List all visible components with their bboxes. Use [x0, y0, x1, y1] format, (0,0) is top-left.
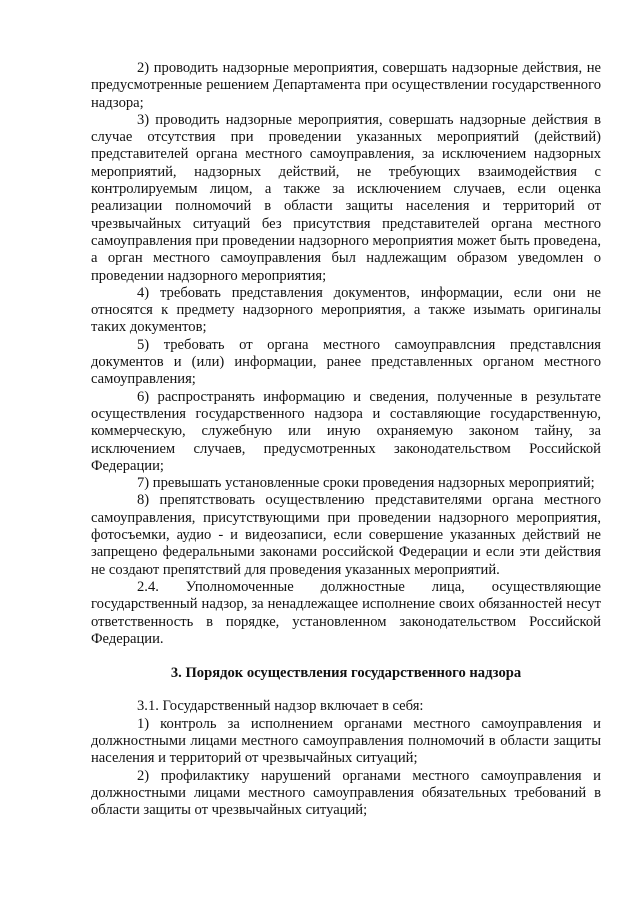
paragraph-item-5: 5) требовать от органа местного самоуправлсния представлсния документов и (или) информации, ранее представленных органом местного самоуправления;	[91, 336, 601, 388]
paragraph-item-7: 7) превышать установленные сроки проведения надзорных мероприятий;	[137, 475, 595, 492]
paragraph-item-6: 6) распространять информацию и сведения, полученные в результате осуществления государственного надзора и составляющие государственную, коммерческую, служебную или иную охраняемую законом тайну, за исключением случаев, предусмотренных законодательством Российской Федерации;	[91, 388, 601, 474]
paragraph-2-4: 2.4. Уполномоченные должностные лица, осуществляющие государственный надзор, за ненадлежащее исполнение своих обязанностей несут ответственность в порядке, установленном законодательством Российской Федерации.	[91, 578, 601, 647]
paragraph-3-1-item-1: 1) контроль за исполнением органами местного самоуправления и должностными лицами местного самоуправления полномочий в области защиты населения и территорий от чрезвычайных ситуаций;	[91, 715, 601, 767]
paragraph-item-8: 8) препятствовать осуществлению представителями органа местного самоуправления, присутствующими при проведении надзорного мероприятия, фотосъемки, аудио - и видеозаписи, если совершение указанных действий не запрещено федеральными законами российской Федерации и если эти действия не создают препятствий для проведения указанных мероприятий.	[91, 492, 601, 578]
section-heading: 3. Порядок осуществления государственного надзора	[170, 665, 522, 682]
paragraph-3-1: 3.1. Государственный надзор включает в себя:	[137, 698, 424, 715]
paragraph-item-2: 2) проводить надзорные мероприятия, совершать надзорные действия, не предусмотренные решением Департамента при осуществлении государственного надзора;	[91, 60, 601, 111]
paragraph-item-4: 4) требовать представления документов, информации, если они не относятся к предмету надзорного мероприятия, а также изымать оригиналы таких документов;	[91, 284, 601, 336]
document-page	[91, 60, 601, 819]
paragraph-item-3: 3) проводить надзорные мероприятия, совершать надзорные действия в случае отсутствия при проведении указанных мероприятий (действий) представителей органа местного самоуправления, за исключением надзорных мероприятий, надзорных действий, не требующих взаимодействия с контролируемым лицом, а также за исключением случаев, если оценка реализации полномочий в области защиты населения и территорий от чрезвычайных ситуаций без присутствия представителей органа местного самоуправления при проведении надзорного мероприятия может быть проведена, а орган местного самоуправления был надлежащим образом уведомлен о проведении надзорного мероприятия;	[91, 111, 601, 284]
paragraph-3-1-item-2: 2) профилактику нарушений органами местного самоуправления и должностными лицами местного самоуправления обязательных требований в области защиты от чрезвычайных ситуаций;	[91, 767, 601, 819]
